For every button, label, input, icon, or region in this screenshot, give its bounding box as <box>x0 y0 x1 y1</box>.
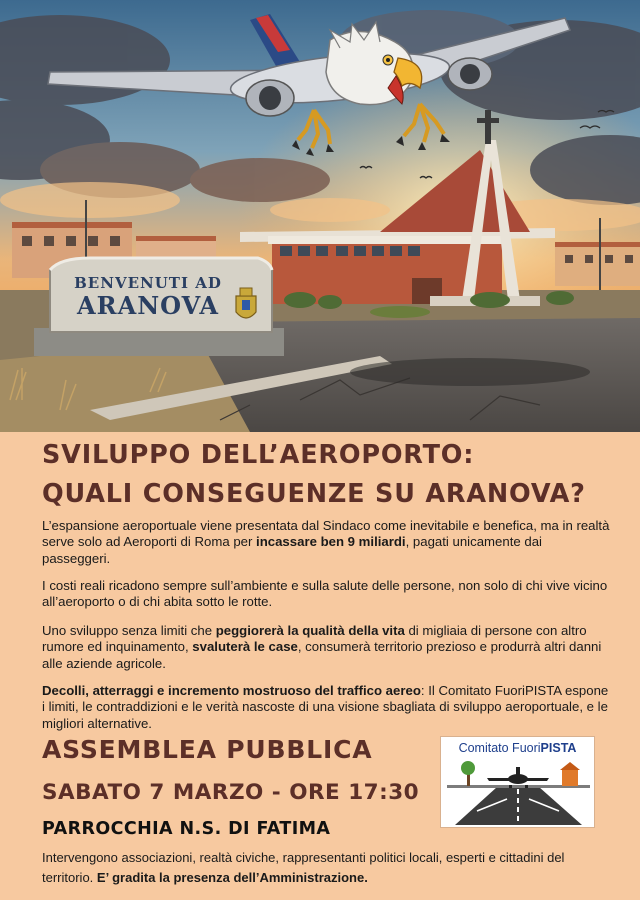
paragraph-consequences-highlight-2: svaluterà le case <box>192 639 298 655</box>
runway-plane-icon <box>447 759 590 825</box>
logo-title-bold: PISTA <box>540 741 577 755</box>
paragraph-consequences-text-c: di migliaia di persone con altro rumore ed inquinamento, <box>42 623 587 655</box>
welcome-sign <box>34 258 284 356</box>
paragraph-committee <box>42 683 612 732</box>
footer-note-highlight: E’ gradita la presenza dell’Amministrazione. <box>96 870 368 885</box>
paragraph-intro-text-a: L’espansione aeroportuale viene presentata dal Sindaco come inevitabile e benefica, ma in realtà serve solo ad Aeroporti di Roma per <box>42 518 610 550</box>
event-venue: PARROCCHIA N.S. DI FATIMA <box>42 819 331 839</box>
sign-line1: BENVENUTI AD <box>74 274 222 292</box>
footer-note-text: Intervengono associazioni, realtà civiche, rappresentanti politici locali, esperti e cittadini del territorio. <box>42 850 565 885</box>
paragraph-committee-text: : Il Comitato FuoriPISTA espone i limiti, le contraddizioni e le verità nascoste di una visione sbagliata di sviluppo aeroportuale, e le migliori alternative. <box>42 683 609 731</box>
paragraph-intro-highlight: incassare ben 9 miliardi <box>256 534 406 550</box>
paragraph-consequences-highlight-1: peggiorerà la qualità della vita <box>215 623 405 638</box>
comitato-fuoripista-logo <box>440 736 595 828</box>
event-datetime: SABATO 7 MARZO - ORE 17:30 <box>42 780 420 805</box>
paragraph-costs: I costi reali ricadono sempre sull’ambiente e sulla salute delle persone, non solo di chi vive vicino all’aeroporto o di chi abita sotto le rotte. <box>42 578 608 610</box>
paragraph-intro <box>42 518 612 567</box>
plane-shadow <box>350 358 590 386</box>
paragraph-intro-text-c: , pagati unicamente dai passeggeri. <box>42 534 542 566</box>
headline-line1: SVILUPPO DELL’AEROPORTO: <box>42 440 475 470</box>
event-title: ASSEMBLEA PUBBLICA <box>42 735 373 764</box>
logo-title-regular: Comitato Fuori <box>458 741 541 755</box>
logo-title <box>441 741 594 755</box>
paragraph-consequences-text-e: , consumerà territorio prezioso e produrrà altri danni alle aziende agricole. <box>42 639 602 671</box>
hero-illustration <box>0 0 640 432</box>
hero-scene <box>0 0 640 432</box>
footer-note <box>42 848 602 888</box>
paragraph-consequences-text-a: Uno sviluppo senza limiti che <box>42 623 216 638</box>
headline-line2: QUALI CONSEGUENZE SU ARANOVA? <box>42 479 586 509</box>
sign-line2: ARANOVA <box>77 291 219 320</box>
flyer-body <box>0 432 640 900</box>
paragraph-consequences <box>42 623 612 672</box>
paragraph-committee-highlight: Decolli, atterraggi e incremento mostruoso del traffico aereo <box>42 683 421 698</box>
